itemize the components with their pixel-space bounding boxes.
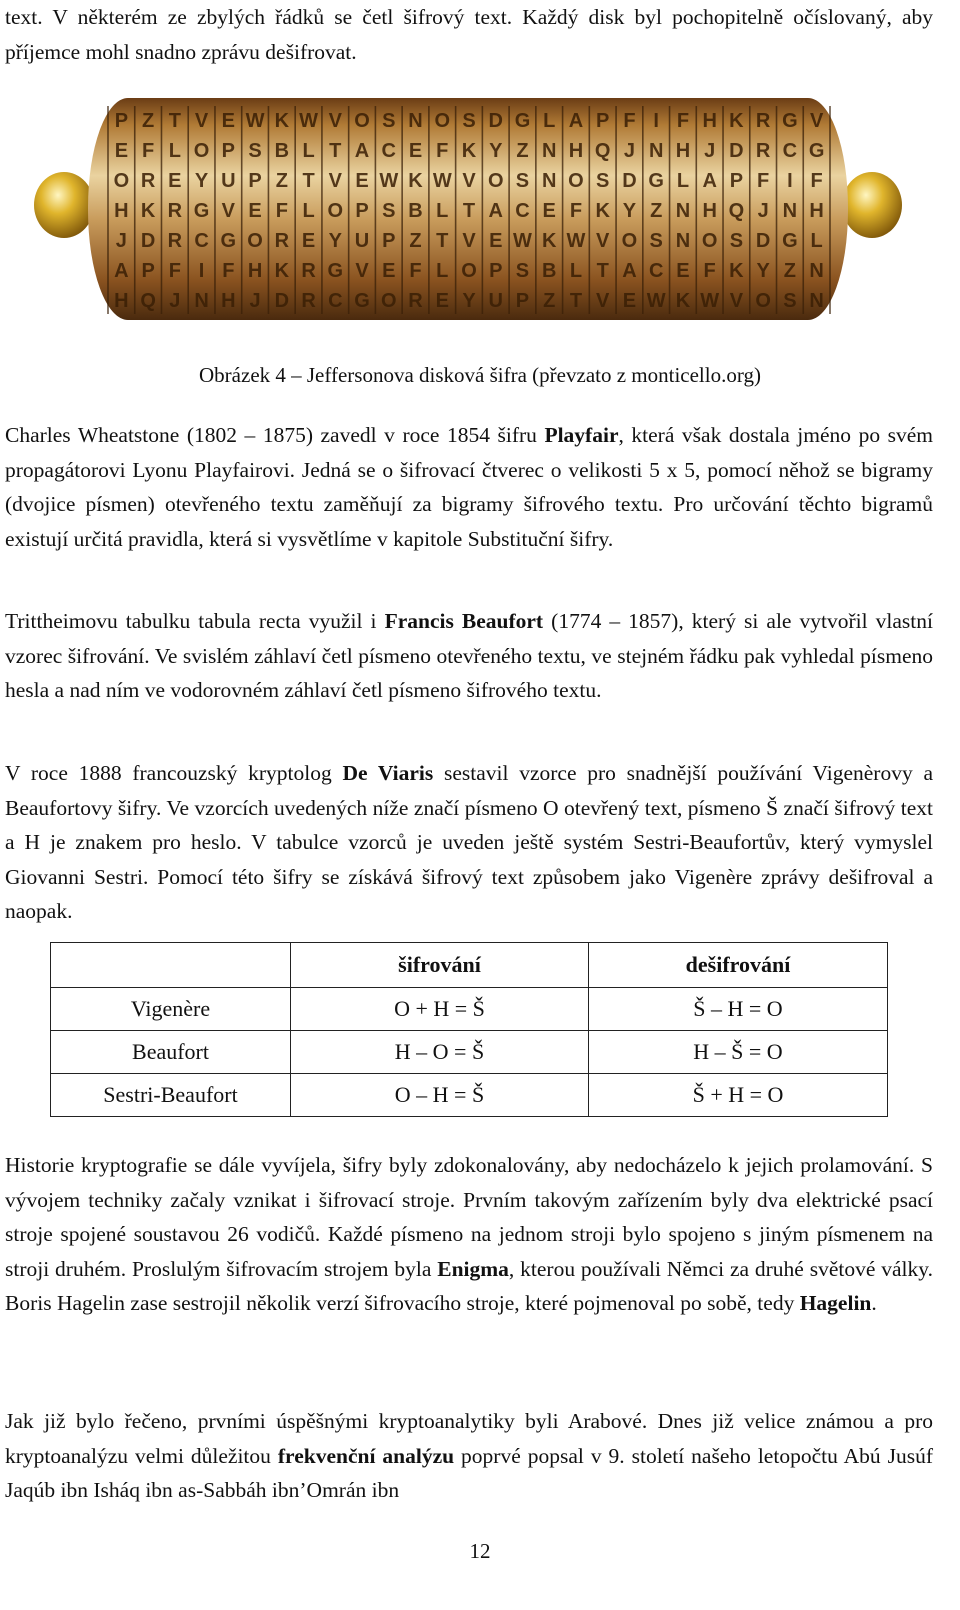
table-row — [51, 1074, 888, 1117]
disk-letter: Z — [142, 110, 155, 132]
disk-letter: G — [327, 260, 344, 282]
disk-letter: G — [782, 230, 798, 252]
disk-letter: N — [809, 260, 824, 282]
disk-letter: J — [757, 200, 769, 222]
disk-letter: O — [113, 170, 130, 192]
disk-letter: P — [382, 230, 396, 252]
disk-letter: T — [168, 110, 181, 132]
disk-letter: N — [541, 140, 557, 162]
disk-letter: K — [729, 110, 744, 132]
disk-letter: W — [379, 170, 399, 192]
disk-letter: J — [249, 290, 261, 312]
disk-letter: W — [299, 110, 319, 132]
disk-letter: L — [676, 170, 690, 192]
disk-letter: T — [569, 290, 583, 312]
page-number: 12 — [469, 1539, 491, 1563]
disk-letter: C — [194, 230, 209, 252]
disk-letter: H — [809, 200, 824, 222]
disk-letter: B — [541, 260, 557, 282]
disk-letter: W — [566, 230, 586, 252]
disk-letter: F — [703, 260, 716, 282]
disk-letter: G — [193, 200, 210, 222]
disk-letter: J — [169, 290, 181, 312]
disk-letter: O — [755, 290, 771, 312]
disk-letter: E — [408, 140, 423, 162]
term-enigma: Enigma — [437, 1256, 509, 1281]
disk-letter: R — [408, 290, 423, 312]
disk-letter: O — [461, 260, 477, 282]
disk-letter: A — [114, 260, 129, 282]
disk-letter: W — [646, 290, 666, 312]
disk-letter: N — [675, 230, 691, 252]
disk-letter: V — [221, 200, 236, 222]
table-row — [51, 1031, 888, 1074]
disk-letter: O — [327, 200, 344, 222]
disk-letter: F — [275, 200, 288, 222]
disk-letter: O — [568, 170, 584, 192]
disk-letter: F — [757, 170, 770, 192]
disk-letter: T — [596, 260, 609, 282]
disk-letter: E — [168, 170, 182, 192]
disk-letter: D — [755, 230, 771, 252]
disk-letter: Z — [650, 200, 663, 222]
disk-letter: E — [382, 260, 396, 282]
disk-letter: V — [809, 110, 824, 132]
disk-letter: V — [328, 170, 342, 192]
disk-letter: V — [462, 230, 476, 252]
paragraph-history: Historie kryptografie se dále vyvíjela, šifry byly zdokonalovány, aby nedocházelo k jejich prolamování. S vývojem techniky začaly vznikat i šifrovací stroje. Prvním takovým zařízením byly dva elektrické psací stroje spojené soustavou 26 vodičů. Každé písmeno na jednom stroji bylo spojeno s jiným písmenem na stroji druhém. Proslulým šifrovacím strojem byla Enigma, kterou používali Němci za druhé světové války. Boris Hagelin zase sestrojil několik verzí šifrovacího stroje, které pojmenoval po sobě, tedy Hagelin. — [5, 1153, 933, 1316]
disk-letter: H — [702, 110, 717, 132]
disk-letter: P — [114, 110, 129, 132]
disk-letter: R — [167, 200, 183, 222]
disk-letter: Y — [462, 290, 476, 312]
disk-letter: R — [140, 170, 156, 192]
term-de-viaris: De Viaris — [342, 761, 434, 785]
disk-letter: A — [488, 200, 503, 222]
disk-letter: K — [729, 260, 744, 282]
disk-letter: L — [436, 200, 449, 222]
disk-letter: V — [328, 110, 342, 132]
disk-letter: O — [487, 170, 504, 192]
disk-letter: C — [782, 140, 798, 162]
disk-letter: L — [569, 260, 583, 282]
disk-letter: Q — [728, 200, 745, 222]
disk-letter: O — [434, 110, 451, 132]
disk-letter: C — [648, 260, 664, 282]
disk-letter: L — [436, 260, 449, 282]
disk-letter: V — [596, 230, 610, 252]
disk-letter: A — [354, 140, 370, 162]
disk-letter: J — [704, 140, 716, 162]
paragraph-beaufort: Trittheimovu tabulku tabula recta využil i Francis Beaufort (1774 – 1857), který si ale vytvořil vlastní vzorec šifrování. Ve svislém záhlaví četl písmeno otevřeného textu, ve stejném řádku pak vyhledal písmeno hesla a nad ním ve vodorovném záhlaví četl písmeno šifrového textu. — [5, 609, 933, 703]
disk-letter: N — [541, 170, 557, 192]
disk-letter: J — [115, 230, 127, 252]
disk-letter: O — [193, 140, 210, 162]
disk-letter: V — [596, 290, 610, 312]
disk-letter: T — [436, 230, 449, 252]
disk-letter: K — [461, 140, 477, 162]
disk-letter: H — [221, 290, 236, 312]
disk-letter: K — [274, 260, 290, 282]
disk-letter: I — [787, 170, 793, 192]
disk-letter: P — [729, 170, 744, 192]
disk-letter: B — [274, 140, 290, 162]
disk-letter: S — [729, 230, 744, 252]
disk-letter: N — [675, 200, 691, 222]
disk-letter: P — [355, 200, 369, 222]
disk-letter: E — [676, 260, 690, 282]
disk-letter: R — [274, 230, 290, 252]
disk-letter: E — [355, 170, 369, 192]
disk-letter: N — [648, 140, 664, 162]
disk-letter: I — [198, 260, 205, 282]
disk-letter: K — [595, 200, 610, 222]
disk-letter: P — [489, 260, 503, 282]
disk-letter: E — [114, 140, 129, 162]
disk-letter: H — [675, 140, 691, 162]
table-header-cell: dešifrování — [589, 943, 888, 988]
disk-letter: V — [729, 290, 744, 312]
table-cell: O + H = Š — [291, 988, 589, 1031]
table-cell: Vigenère — [51, 988, 291, 1031]
disk-letter: O — [247, 230, 263, 252]
disk-letter: N — [194, 290, 209, 312]
table-cell: H – Š = O — [589, 1031, 888, 1074]
disk-letter: G — [514, 110, 531, 132]
left-brass-knob — [34, 172, 94, 238]
disk-letter: E — [221, 110, 236, 132]
disk-letter: V — [462, 170, 476, 192]
disk-letter: W — [700, 290, 720, 312]
disk-letter: R — [301, 260, 316, 282]
disk-letter: G — [220, 230, 237, 252]
disk-letter: L — [302, 200, 315, 222]
term-frequency-analysis: frekvenční analýzu — [277, 1443, 455, 1468]
disk-letter: P — [248, 170, 262, 192]
formula-table — [50, 942, 888, 1117]
paragraph-playfair: Charles Wheatstone (1802 – 1875) zavedl v roce 1854 šifru Playfair, která však dostala jméno po svém propagátorovi Lyonu Playfairovi. Jedná se o šifrovací čtverec o velikosti 5 x 5, pomocí něhož se bigramy (dvojice písmen) otevřeného textu zaměňují za bigramy šifrového textu. Pro určování těchto bigramů existují určitá pravidla, která si vysvětlíme v kapitole Substituční šifry. — [5, 423, 933, 551]
disk-letter: S — [248, 140, 262, 162]
right-brass-knob — [842, 172, 902, 238]
disk-letter: D — [622, 170, 637, 192]
disk-letter: S — [783, 290, 797, 312]
disk-letter: G — [782, 110, 798, 132]
disk-letter: B — [408, 200, 423, 222]
disk-letter: F — [222, 260, 235, 282]
disk-letter: N — [782, 200, 798, 222]
table-cell: Beaufort — [51, 1031, 291, 1074]
table-header-row — [51, 943, 888, 988]
disk-letter: S — [596, 170, 610, 192]
disk-letter: P — [141, 260, 155, 282]
disk-letter: W — [513, 230, 532, 252]
disk-letter: Z — [516, 140, 529, 162]
disk-letter: G — [354, 290, 370, 312]
disk-letter: O — [380, 290, 397, 312]
disk-letter: F — [436, 140, 449, 162]
disk-letter: K — [140, 200, 156, 222]
disk-letter: R — [301, 290, 316, 312]
disk-letter: O — [621, 230, 638, 252]
disk-letter: E — [435, 290, 449, 312]
disk-letter: D — [274, 290, 290, 312]
disk-letter: L — [302, 140, 315, 162]
disk-letter: F — [623, 110, 636, 132]
disk-letter: P — [221, 140, 236, 162]
disk-letter: W — [432, 170, 452, 192]
term-francis-beaufort: Francis Beaufort — [384, 609, 544, 633]
disk-letter: F — [569, 200, 583, 222]
disk-letter: H — [247, 260, 263, 282]
disk-letter: G — [648, 170, 664, 192]
table-cell: H – O = Š — [291, 1031, 589, 1074]
disk-letter: Y — [622, 200, 637, 222]
disk-letter: Q — [140, 290, 156, 312]
disk-letter: L — [543, 110, 556, 132]
table-cell: Sestri-Beaufort — [51, 1074, 291, 1117]
disk-letter: E — [622, 290, 637, 312]
disk-letter: S — [382, 110, 396, 132]
disk-letter: E — [489, 230, 503, 252]
table-row — [51, 988, 888, 1031]
paragraph-de-viaris: V roce 1888 francouzský kryptolog De Viaris sestavil vzorce pro snadnější používání Vigenèrovy a Beaufortovy šifry. Ve vzorcích uvedených níže značí písmeno O otevřený text, písmeno Š značí šifrový text a H je znakem pro heslo. V tabulce vzorců je uveden ještě systém Sestri-Beaufortův, který vymyslel Giovanni Sestri. Pomocí této šifry se získává šifrový text způsobem jako Vigenère zprávy dešifroval a naopak. — [5, 761, 933, 924]
disk-letter: W — [245, 110, 265, 132]
disk-letter: T — [302, 170, 315, 192]
disk-letter: F — [142, 140, 155, 162]
disk-letter: H — [568, 140, 584, 162]
term-hagelin: Hagelin — [799, 1291, 872, 1316]
table-header-cell — [51, 943, 291, 988]
disk-letter: P — [515, 290, 530, 312]
disk-letter: P — [596, 110, 610, 132]
disk-letter: H — [702, 200, 717, 222]
disk-letter: R — [755, 110, 771, 132]
term-playfair: Playfair — [544, 423, 619, 447]
disk-letter: Y — [194, 170, 209, 192]
disk-letter: U — [488, 290, 503, 312]
disk-letter: U — [354, 230, 370, 252]
table-cell: Š + H = O — [589, 1074, 888, 1117]
disk-letter: F — [409, 260, 422, 282]
figure-caption: Obrázek 4 – Jeffersonova disková šifra (převzato z monticello.org) — [199, 363, 761, 387]
table-cell: O – H = Š — [291, 1074, 589, 1117]
disk-letter: C — [328, 290, 343, 312]
disk-letter: A — [622, 260, 637, 282]
disk-letter: Y — [328, 230, 342, 252]
disk-letter: V — [355, 260, 369, 282]
disk-letter: E — [248, 200, 262, 222]
disk-letter: K — [408, 170, 423, 192]
disk-letter: L — [168, 140, 181, 162]
disk-letter: Z — [275, 170, 288, 192]
disk-letter: D — [729, 140, 744, 162]
disk-letter: Y — [489, 140, 503, 162]
disk-letter: N — [809, 290, 824, 312]
paragraph-arabs: Jak již bylo řečeno, prvními úspěšnými kryptoanalytiky byli Arabové. Dnes již velice známou a pro kryptoanalýzu velmi důležitou frekvenční analýzu poprvé popsal v 9. století našeho letopočtu Abú Jusúf Jaqúb ibn Isháq ibn as-Sabbáh ibn’Omrán ibn — [5, 1409, 934, 1503]
disk-letter: S — [515, 170, 530, 192]
disk-letter: N — [408, 110, 423, 132]
disk-letter: S — [462, 110, 476, 132]
disk-letter: Z — [543, 290, 556, 312]
disk-letter: D — [488, 110, 503, 132]
disk-letter: S — [515, 260, 530, 282]
disk-letter: O — [354, 110, 370, 132]
disk-letter: K — [541, 230, 557, 252]
disk-letter: S — [382, 200, 396, 222]
disk-letter: R — [755, 140, 771, 162]
disk-letter: H — [114, 290, 129, 312]
disk-letter: C — [381, 140, 397, 162]
jefferson-disk-cipher-image — [30, 88, 904, 346]
table-cell: Š – H = O — [589, 988, 888, 1031]
paragraph-intro: text. V některém ze zbylých řádků se četl šifrový text. Každý disk byl pochopitelně očíslovaný, aby příjemce mohl snadno zprávu dešifrovat. — [5, 5, 933, 64]
disk-letter: Q — [594, 140, 611, 162]
disk-letter: T — [329, 140, 342, 162]
disk-letter: K — [675, 290, 691, 312]
disk-letter: T — [462, 200, 476, 222]
disk-letter: V — [194, 110, 209, 132]
disk-letter: E — [301, 230, 316, 252]
disk-letter: D — [140, 230, 156, 252]
disk-letter: Y — [756, 260, 770, 282]
disk-letter: U — [221, 170, 236, 192]
table-header-cell: šifrování — [291, 943, 589, 988]
disk-letter: G — [808, 140, 825, 162]
disk-letter: Z — [783, 260, 796, 282]
disk-letter: F — [810, 170, 823, 192]
disk-letter: I — [653, 110, 659, 132]
disk-letter: F — [676, 110, 690, 132]
disk-letter: R — [167, 230, 183, 252]
disk-letter: C — [515, 200, 530, 222]
disk-letter: Z — [409, 230, 422, 252]
disk-letter: A — [702, 170, 717, 192]
disk-letter: E — [542, 200, 556, 222]
disk-letter: J — [623, 140, 636, 162]
disk-letter: L — [810, 230, 823, 252]
disk-letter: A — [568, 110, 584, 132]
disk-letter: H — [114, 200, 129, 222]
disk-letter: K — [274, 110, 290, 132]
disk-letter: O — [701, 230, 718, 252]
disk-letter: S — [649, 230, 663, 252]
disk-letter: F — [168, 260, 181, 282]
